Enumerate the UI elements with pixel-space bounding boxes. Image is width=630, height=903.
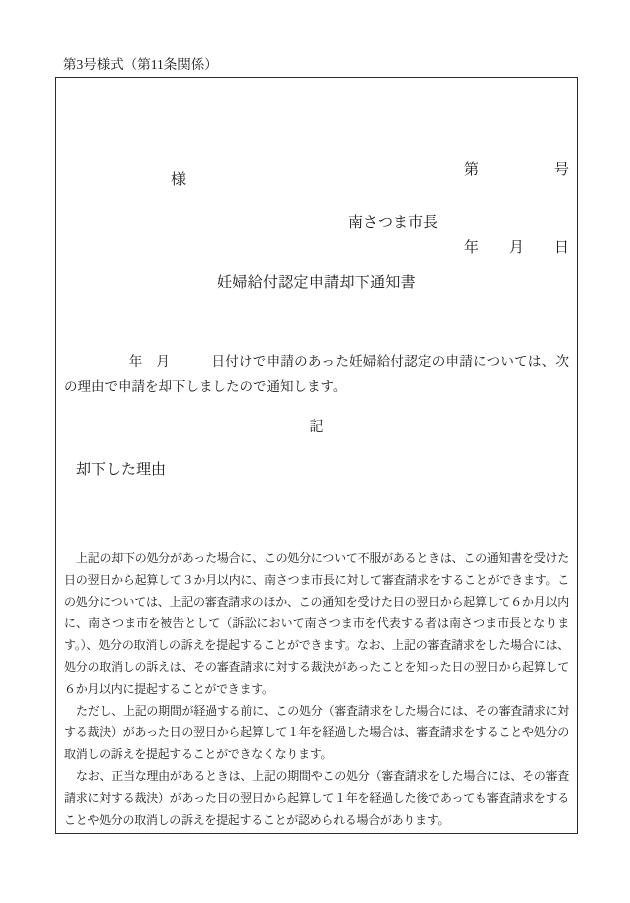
document-number-line: 第 号 — [463, 162, 569, 178]
appeal-paragraph-1: 上記の却下の処分があった場合に、この処分について不服があるときは、この通知書を受けた日の翌日から起算して３か月以内に、南さつま市長に対して審査請求をすることができます。この処分については、上記の審査請求のほか、この通知を受けた日の翌日から起算して６か月以内に、南さつま市を被告として（訴訟において南さつま市を代表する者は南さつま市長となります。）、処分の取消しの訴えを提起することができます。なお、上記の審査請求をした場合には、処分の取消しの訴えは、その審査請求に対する裁決があったことを知った日の翌日から起算して６か月以内に提起することができます。 — [64, 551, 569, 696]
appeal-notice-block — [64, 548, 569, 831]
addressee-honorific: 様 — [171, 172, 187, 188]
document-date-line: 年 月 日 — [463, 240, 569, 256]
document-title: 妊婦給付認定申請却下通知書 — [217, 275, 416, 291]
form-number-label: 第3号様式（第11条関係） — [63, 57, 218, 72]
sender-name: 南さつま市長 — [348, 215, 439, 231]
rejection-reason-label: 却下した理由 — [76, 462, 167, 478]
notification-body-paragraph: 年 月 日付けで申請のあった妊婦給付認定の申請については、次の理由で申請を却下しましたので通知します。 — [64, 354, 569, 394]
record-marker: 記 — [309, 420, 324, 435]
appeal-paragraph-3: なお、正当な理由があるときは、上記の期間やこの処分（審査請求をした場合には、その審査請求に対する裁決）があった日の翌日から起算して１年を経過した後であっても審査請求をすることや処分の取消しの訴えを提起することが認められる場合があります。 — [64, 768, 569, 827]
appeal-paragraph-2: ただし、上記の期間が経過する前に、この処分（審査請求をした場合には、その審査請求に対する裁決）があった日の翌日から起算して１年を経過した場合は、審査請求をすることや処分の取消しの訴えを提起することができなくなります。 — [64, 703, 569, 762]
document-border-box — [55, 77, 578, 834]
